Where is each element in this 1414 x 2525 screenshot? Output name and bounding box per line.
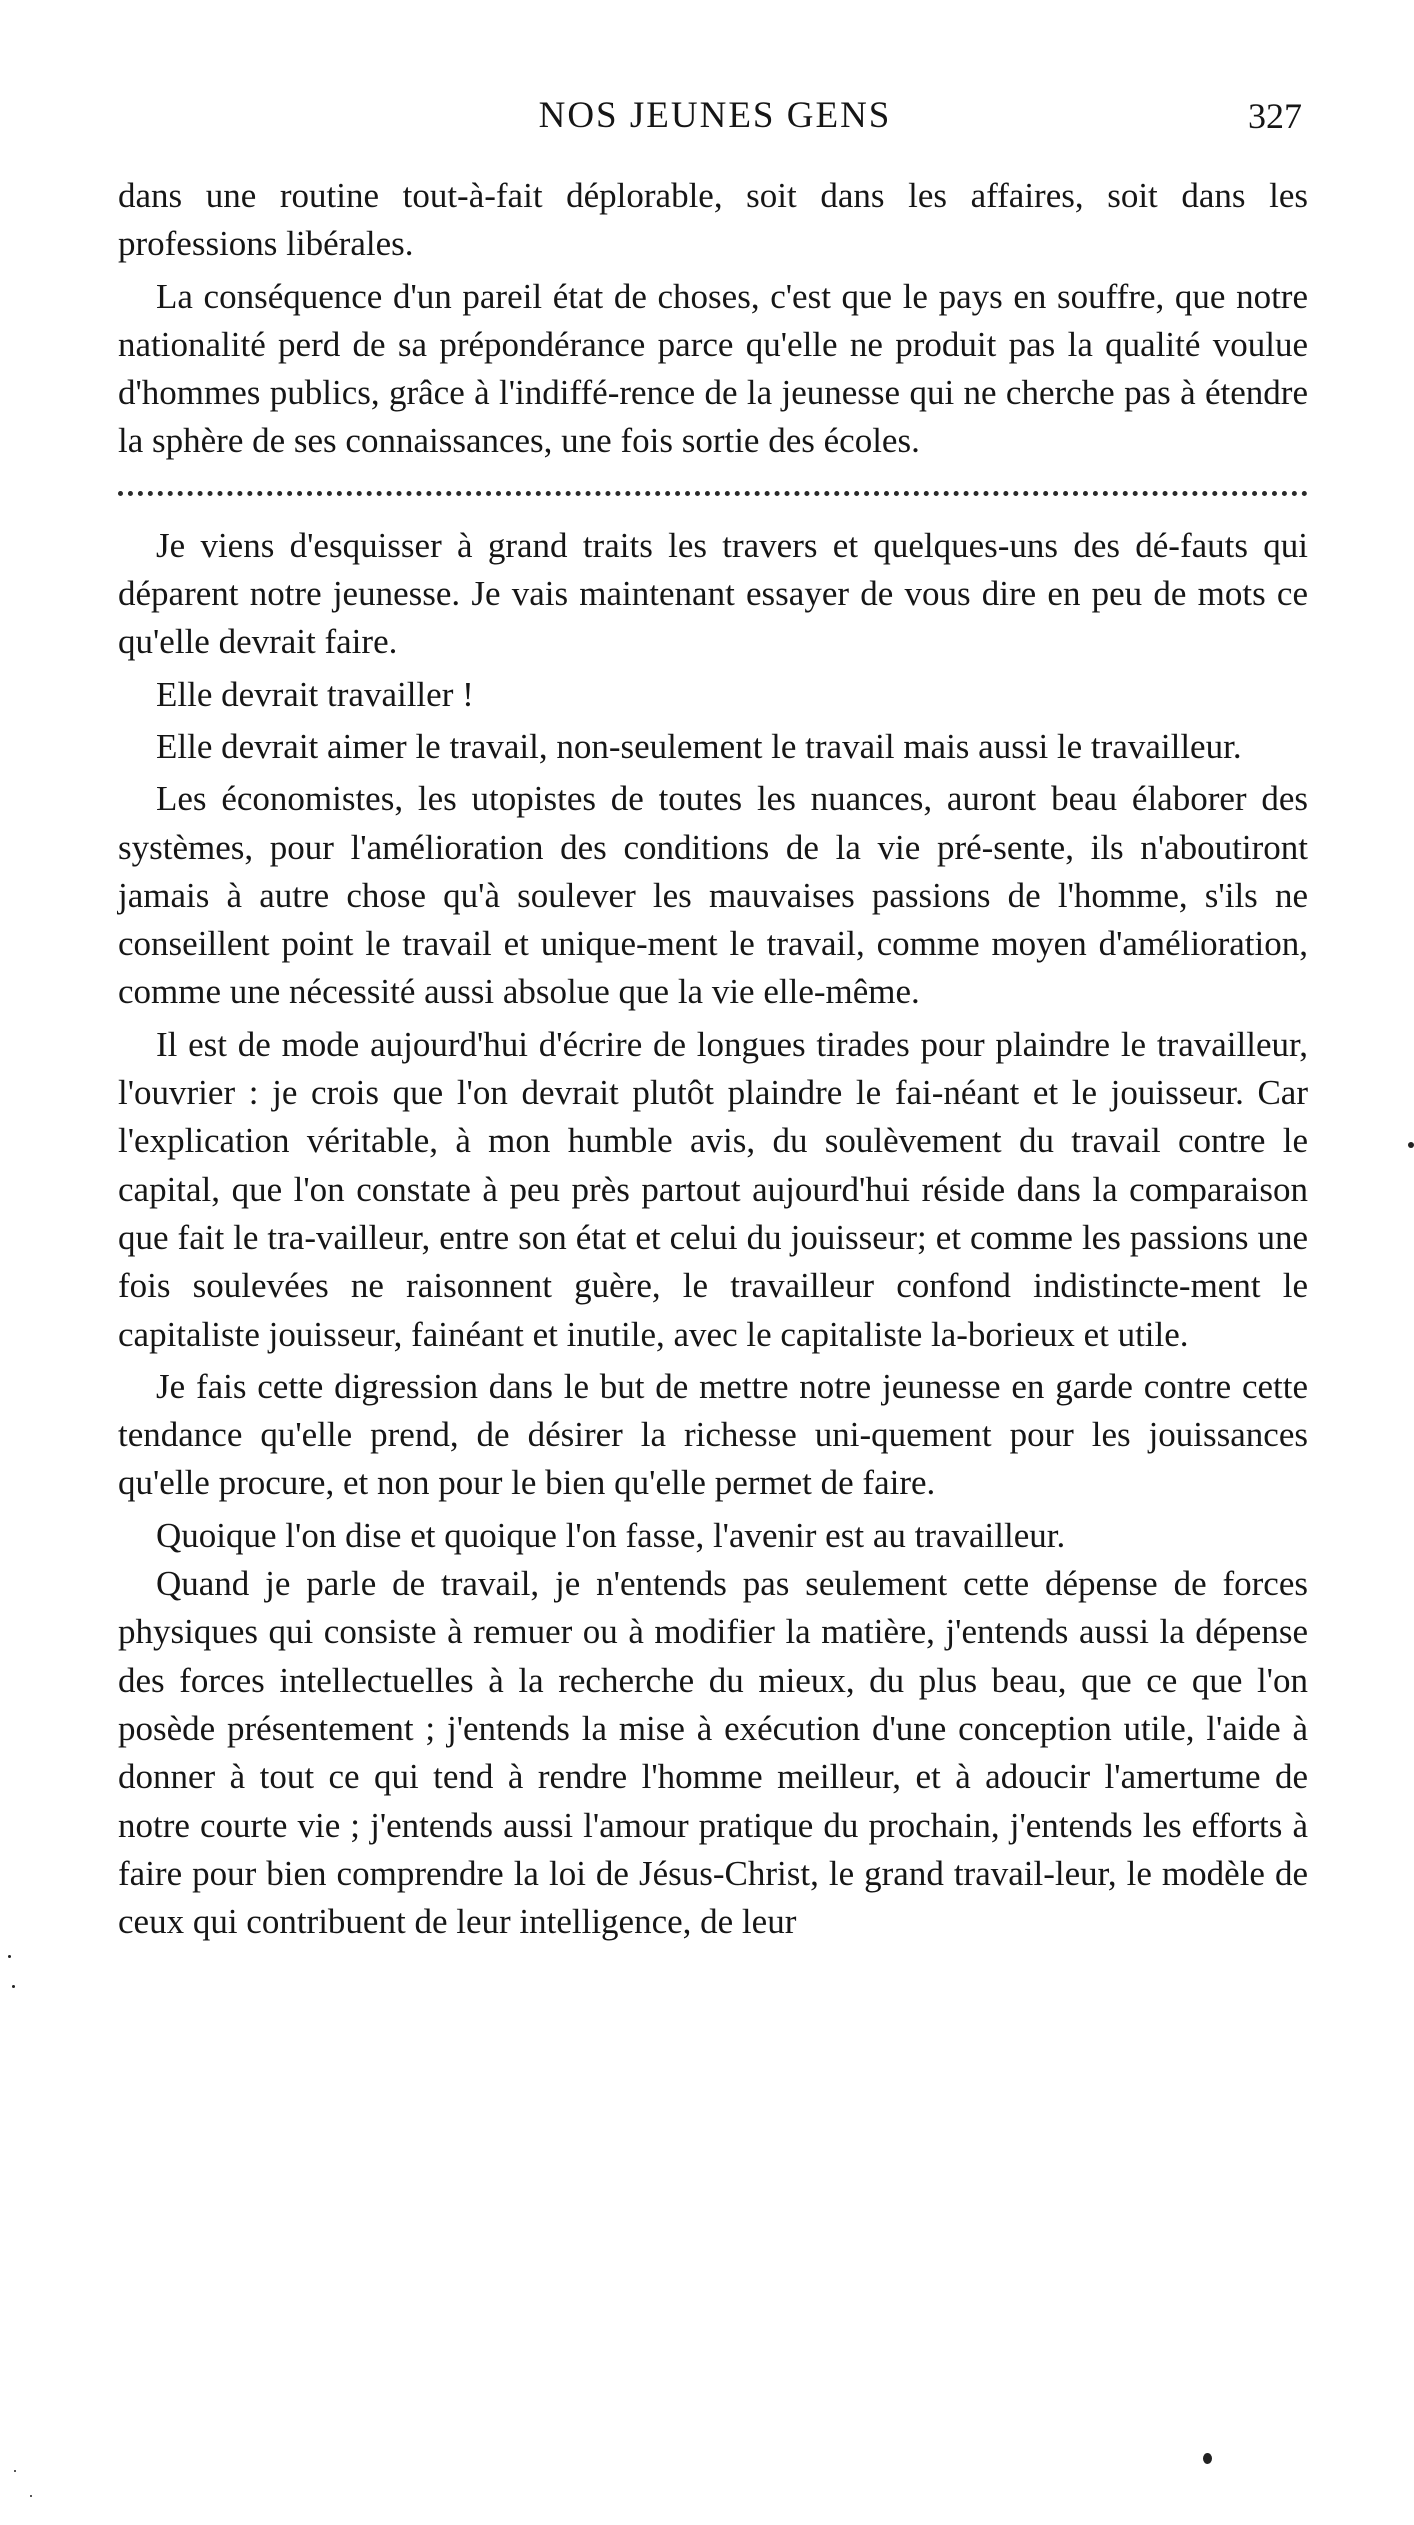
paragraph: Il est de mode aujourd'hui d'écrire de longues tirades pour plaindre le travailleur, l'ouvrier : je crois que l'on devrait plutôt plaindre le fai-néant et le jouisseur. Car l'explication véritable, à mon humble avis, du soulèvement du travail contre le capital, que l'on constate à peu près partout aujourd'hui réside dans la comparaison que fait le tra-vailleur, entre son état et celui du jouisseur; et comme les passions une fois soulevées ne raisonnent guère, le travailleur confond indistincte-ment le capitaliste jouisseur, fainéant et inutile, avec le capitaliste la-borieux et utile. — [118, 1024, 1308, 1354]
paragraph: Quand je parle de travail, je n'entends pas seulement cette dépense de forces physiques qui consiste à remuer ou à modifier la matière, j'entends aussi la dépense des forces intellectuelles à la recherche du mieux, du plus beau, que ce que l'on posède présentement ; j'entends la mise à exécution d'une conception utile, l'aide à donner à tout ce qui tend à rendre l'homme meilleur, et à adoucir l'amertume de notre courte vie ; j'entends aussi l'amour pratique du prochain, j'entends les efforts à faire pour bien comprendre la loi de Jésus-Christ, le grand travail-leur, le modèle de ceux qui contribuent de leur intelligence, de leur — [118, 1564, 1308, 1942]
paragraph: Les économistes, les utopistes de toutes les nuances, auront beau élaborer des systèmes, pour l'amélioration des conditions de la vie pré-sente, ils n'aboutiront jamais à autre chose qu'à soulever les mauvaises passions de l'homme, s'ils ne conseillent point le travail et unique-ment le travail, comme moyen d'amélioration, comme une nécessité aussi absolue que la vie elle-même. — [118, 779, 1308, 1012]
paragraph: Quoique l'on dise et quoique l'on fasse, l'avenir est au travailleur. — [156, 1515, 1066, 1555]
ink-speck — [30, 2495, 32, 2497]
ink-speck — [1408, 1142, 1414, 1148]
ink-speck — [14, 2470, 16, 2472]
paragraph: Elle devrait aimer le travail, non-seulement le travail mais aussi le travailleur. — [156, 726, 1242, 766]
paragraph: Je fais cette digression dans le but de mettre notre jeunesse en garde contre cette tendance qu'elle prend, de désirer la richesse uni-quement pour les jouissances qu'elle procure, et non pour le bien qu'elle permet de faire. — [118, 1366, 1308, 1503]
running-head — [120, 86, 1310, 146]
paragraph: Elle devrait travailler ! — [156, 674, 474, 714]
ink-speck — [1203, 2453, 1212, 2464]
paragraph-continuation: dans une routine tout-à-fait déplorable, soit dans les affaires, soit dans les professions libérales. — [118, 176, 1308, 264]
page-number: 327 — [1248, 96, 1302, 136]
body-text — [118, 172, 1308, 1946]
ink-speck — [12, 1985, 15, 1988]
paragraph: La conséquence d'un pareil état de choses, c'est que le pays en souffre, que notre nationalité perd de sa prépondérance parce qu'elle ne produit pas la qualité voulue d'hommes publics, grâce à l'indiffé-rence de la jeunesse qui ne cherche pas à étendre la sphère de ses connaissances, une fois sortie des écoles. — [118, 276, 1308, 461]
paragraph: Je viens d'esquisser à grand traits les travers et quelques-uns des dé-fauts qui déparent notre jeunesse. Je vais maintenant essayer de vous dire en peu de mots ce qu'elle devrait faire. — [118, 525, 1308, 662]
running-title: NOS JEUNES GENS — [538, 95, 892, 136]
ink-speck — [8, 1955, 11, 1958]
section-separator-dots — [118, 452, 1308, 496]
